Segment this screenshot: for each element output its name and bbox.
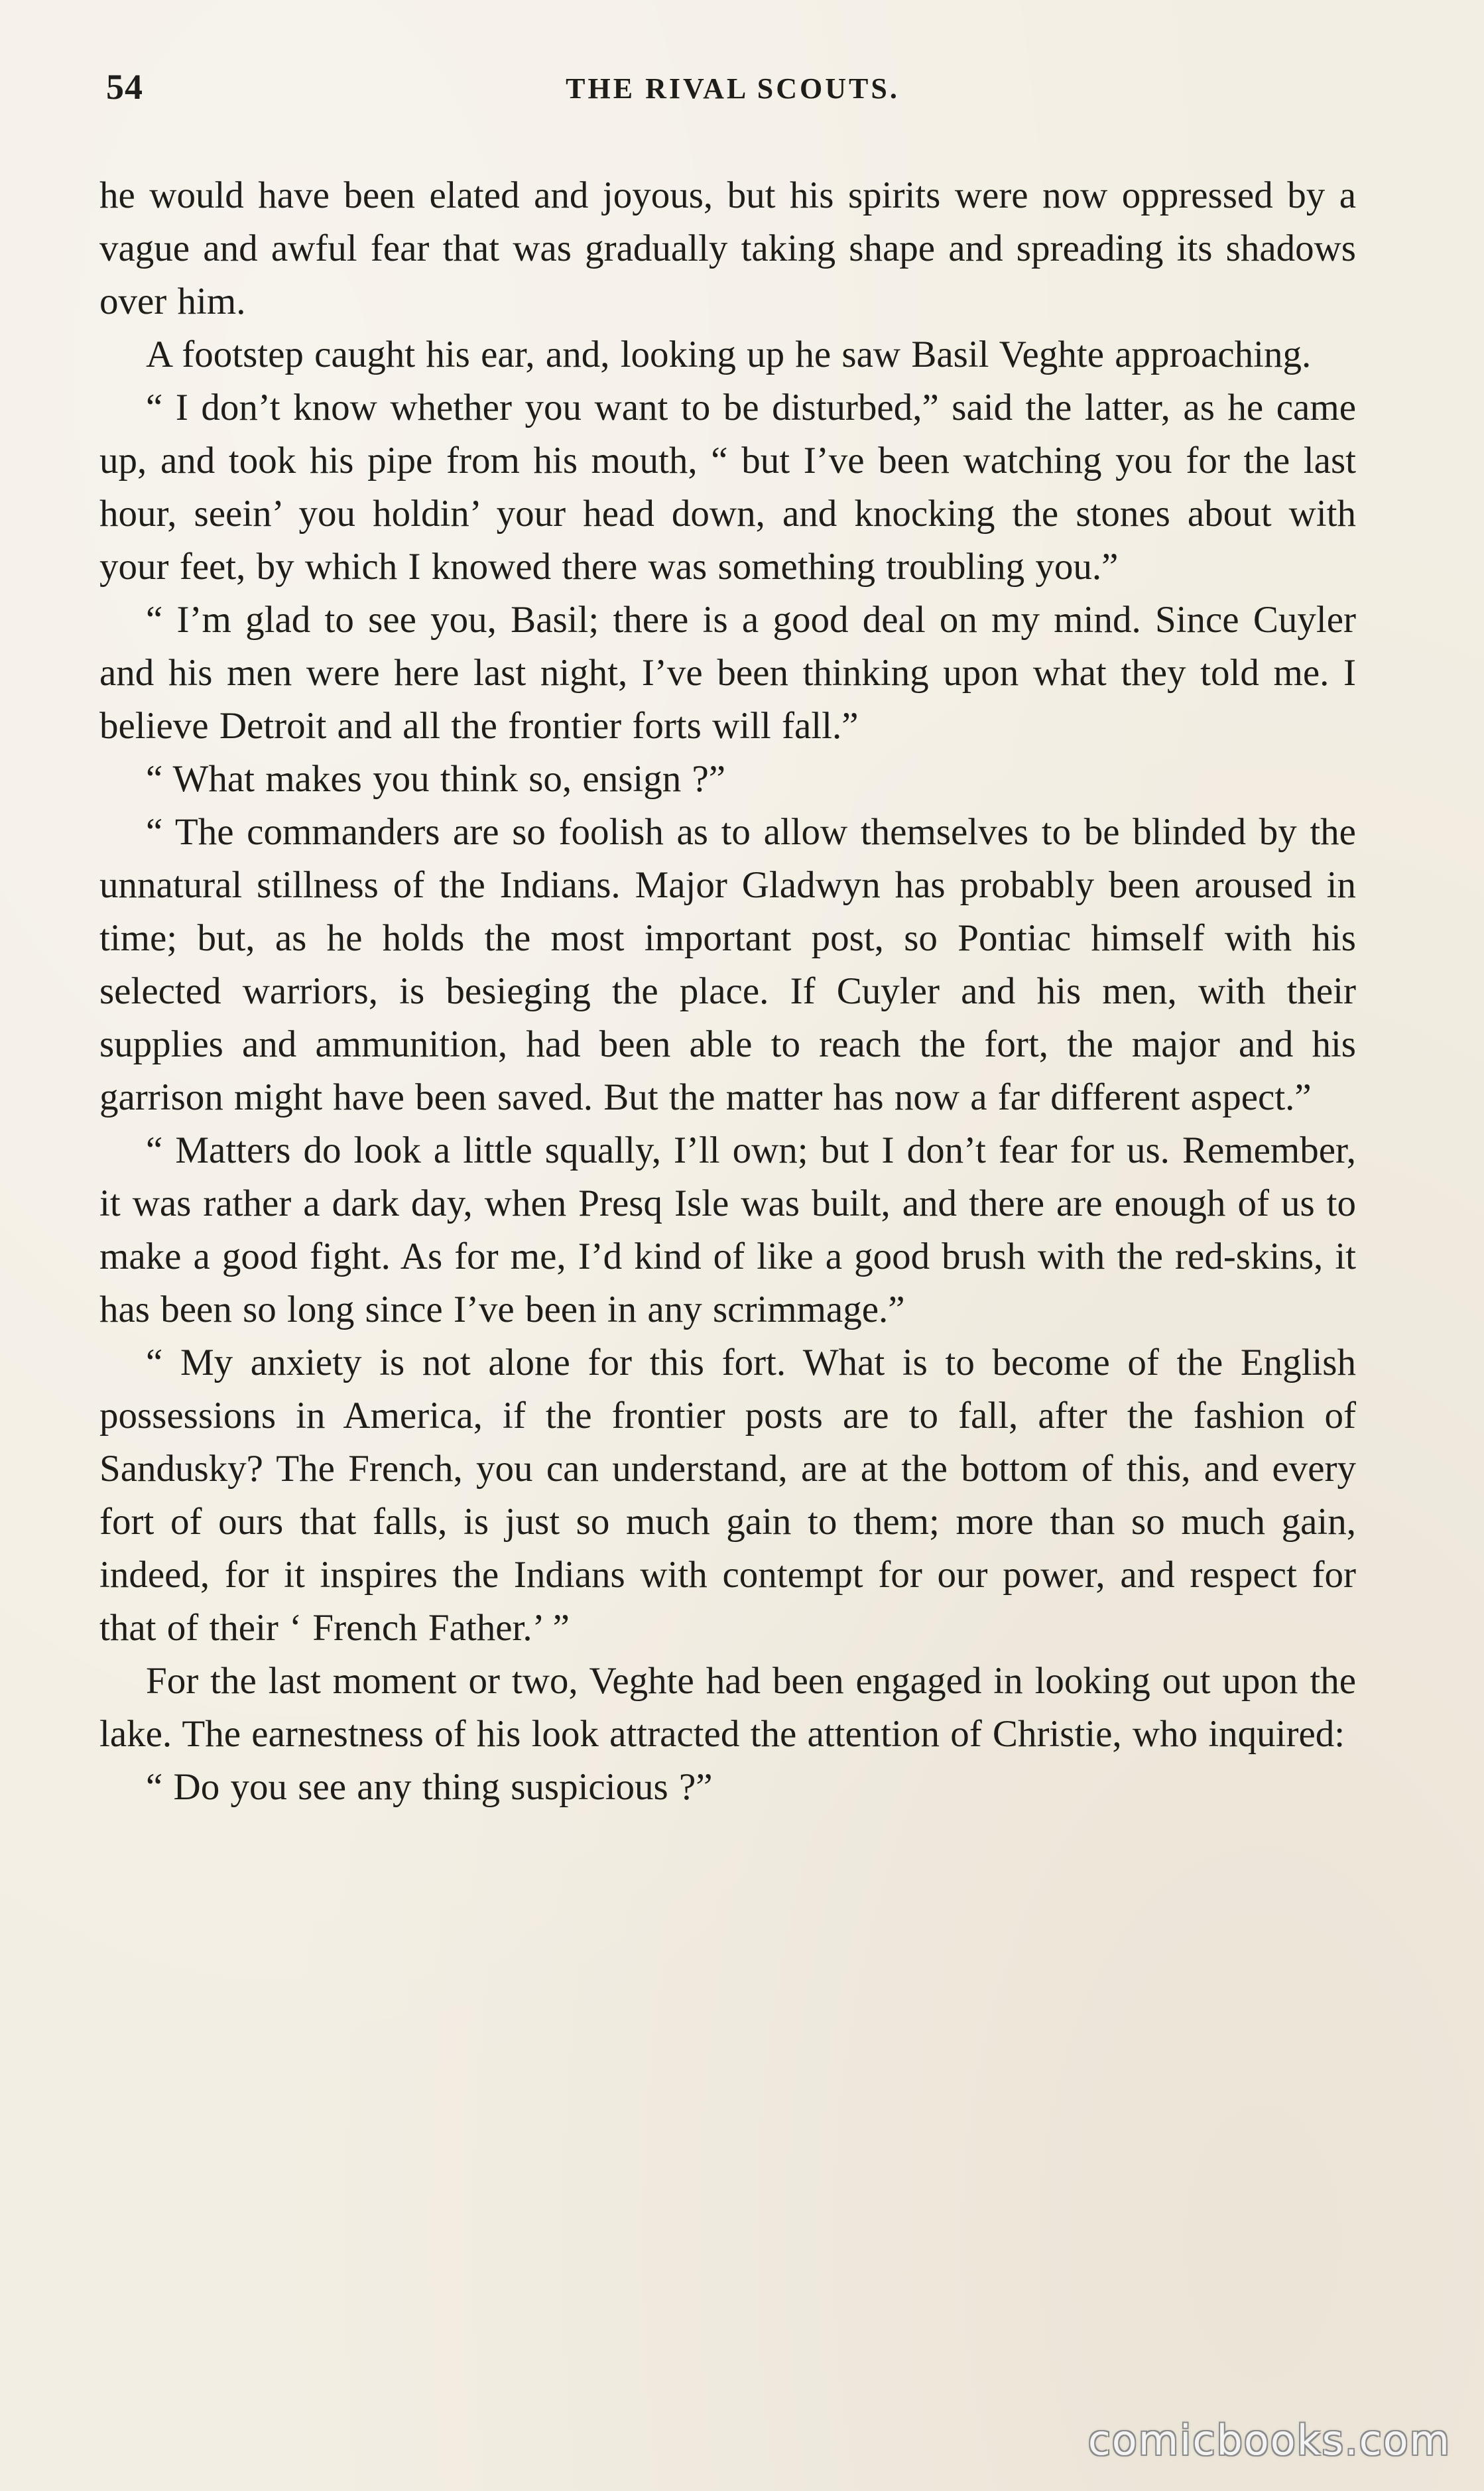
paragraph: he would have been elated and joyous, but his spirits were now oppressed by a vague and awful fear that was gradually taking shape and spreading its shadows over him. bbox=[99, 174, 1356, 322]
paragraph: “ Matters do look a little squally, I’ll own; but I don’t fear for us. Remember, it was rather a dark day, when Presq Isle was built, and there are enough of us to make a good fight. As for me, I’d kind of like a good brush with the red-skins, it has been so long since I’ve been in any scrimmage.” bbox=[99, 1129, 1356, 1330]
running-head: THE RIVAL SCOUTS. bbox=[566, 72, 900, 105]
page-header bbox=[106, 66, 1359, 119]
paragraph: “ I’m glad to see you, Basil; there is a good deal on my mind. Since Cuyler and his men were here last night, I’ve been thinking upon what they told me. I believe Detroit and all the frontier forts will fall.” bbox=[99, 599, 1356, 747]
paragraph: “ My anxiety is not alone for this fort. What is to become of the English possessions in America, if the frontier posts are to fall, after the fashion of Sandusky? The French, you can understand, are at the bottom of this, and every fort of ours that falls, is just so much gain to them; more than so much gain, indeed, for it inspires the Indians with contempt for our power, and respect for that of their ‘ French Father.’ ” bbox=[99, 1342, 1356, 1649]
paragraph: For the last moment or two, Veghte had been engaged in looking out upon the lake. The earnestness of his look attracted the attention of Christie, who inquired: bbox=[99, 1660, 1356, 1755]
paragraph: “ What makes you think so, ensign ?” bbox=[146, 758, 726, 800]
paragraph: “ I don’t know whether you want to be disturbed,” said the latter, as he came up, and took his pipe from his mouth, “ but I’ve been watching you for the last hour, seein’ you holdin’ your head down, and knocking the stones about with your feet, by which I knowed there was something troubling you.” bbox=[99, 387, 1356, 588]
watermark-logo: comicbooks.com bbox=[1087, 2416, 1451, 2464]
paragraph: “ The commanders are so foolish as to allow themselves to be blinded by the unnatural stillness of the Indians. Major Gladwyn has probably been aroused in time; but, as he holds the most important post, so Pontiac himself with his selected warriors, is besieging the place. If Cuyler and his men, with their supplies and ammunition, had been able to reach the fort, the major and his garrison might have been saved. But the matter has now a far different aspect.” bbox=[99, 811, 1356, 1118]
paragraph: “ Do you see any thing suspicious ?” bbox=[146, 1766, 713, 1808]
paragraph: A footstep caught his ear, and, looking up he saw Basil Veghte approaching. bbox=[146, 334, 1312, 375]
body-text bbox=[99, 169, 1356, 1814]
page-number: 54 bbox=[106, 67, 143, 107]
